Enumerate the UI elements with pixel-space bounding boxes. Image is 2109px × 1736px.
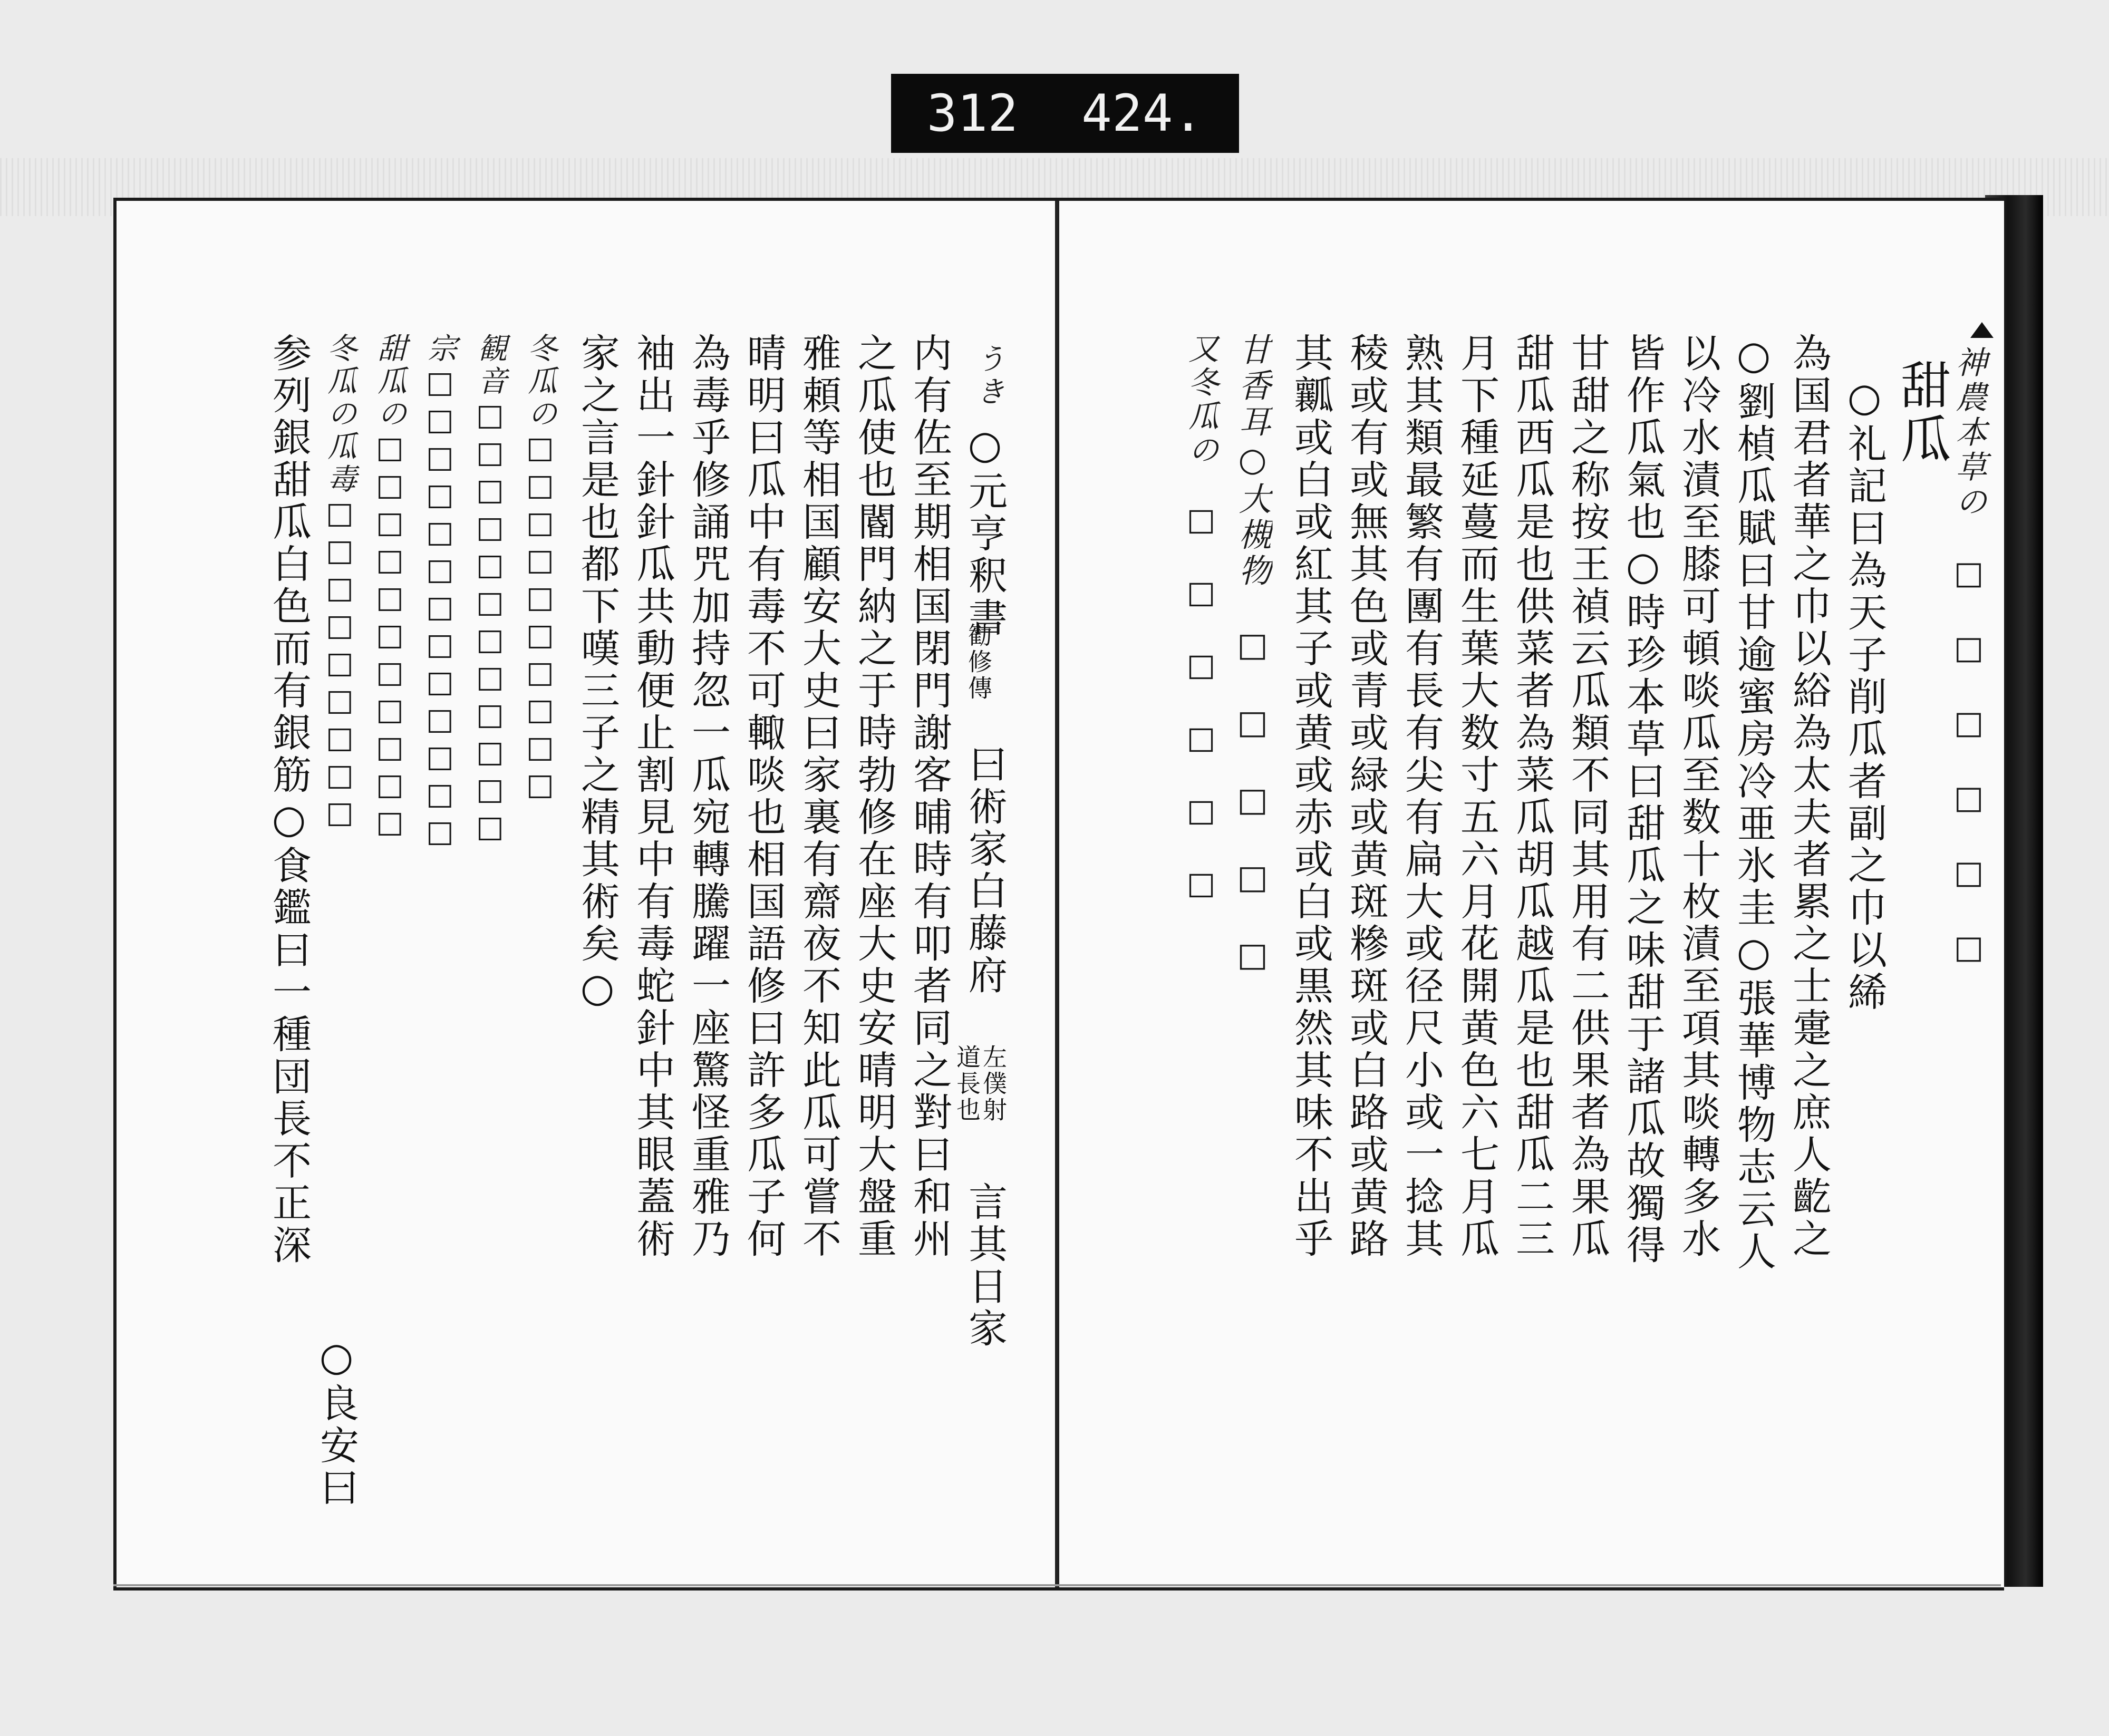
text-column: 晴明曰瓜中有毒不可輙啖也相国語修曰許多瓜子何 [741,333,786,1260]
text-column: 為国君者華之巾以綌為太夫者累之士疐之庶人齕之 [1786,333,1832,1260]
text-column: 家之言是也都下嘆三子之精其術矣○ [575,333,620,1014]
script-column: 冬瓜の□□□□□□□□□□ [523,333,557,805]
script-column: 冬瓜の瓜毒□□□□□□□□□ [323,333,357,833]
text-column: 又冬瓜の □ □ □ □ □ □ [1183,333,1219,904]
text-column: 雅頼等相国顧安大史曰家裏有齋夜不知此瓜可嘗不 [796,333,841,1260]
interlinear-note: 道長也 [953,1044,981,1123]
text-column: 以冷水漬至膝可頓啖瓜至数十枚漬至項其啖轉多水 [1676,333,1721,1260]
text-column: 甜瓜西瓜是也供菜者為菜瓜胡瓜越瓜是也甜瓜二三 [1510,333,1555,1260]
text-column: ○劉楨瓜賦曰甘逾蜜房冷亜氷圭○張華博物志云人 [1731,333,1776,1273]
text-column: 神農本草の □ □ □ □ □ □ [1950,346,1987,969]
text-column: ○礼記曰為天子削瓜者副之巾以絺 [1842,333,1887,1014]
interlinear-note: 左僕射 [979,1044,1008,1123]
text-column: 其瓤或白或紅其子或黄或赤或白或黒然其味不出乎 [1288,333,1333,1260]
text-column: 袖出一針針瓜共動便止割見中有毒蛇針中其眼蓋術 [630,333,675,1260]
text-column: 内有佐至期相国閉門謝客晡時有叩者同之對曰和州 [907,333,952,1260]
book-title-ref: ○元亨釈書 [962,422,1008,639]
text-column: 曰術家白藤府 [962,744,1008,997]
page-bottom-edge [113,1584,2001,1586]
text-column: 月下種延蔓而生葉大数寸五六月花開黄色六七月瓜 [1454,333,1499,1260]
text-column: 稜或有或無其色或青或緑或黄斑糝斑或白路或黄路 [1343,333,1389,1260]
interlinear-note: 勧修傳 [964,623,993,702]
script-column: 宗□□□□□□□□□□□□□ [423,333,457,852]
text-column: 熟其類最繁有團有長有尖有扁大或径尺小或一捻其 [1399,333,1444,1260]
text-column: 甘甜之称按王禎云瓜類不同其用有二供果者為果瓜 [1565,333,1610,1260]
text-column: 甘香耳○大槻物 □ □ □ □ □ [1233,333,1272,977]
text-segment: ○良安曰 [314,1334,359,1509]
right-page [1059,201,2004,1587]
section-heading: 甜瓜 [1892,359,1951,467]
open-book [113,198,2004,1590]
text-column: 皆作瓜氣也○時珍本草曰甜瓜之味甜于諸瓜故獨得 [1620,333,1666,1267]
frame-number-label [891,74,1239,153]
script-column: うき [971,343,1005,409]
text-column: 言其日家 [962,1181,1008,1350]
frame-number-left: 312 [926,84,1019,143]
script-column: 甜瓜の□□□□□□□□□□□ [373,333,407,842]
script-column: 観音□□□□□□□□□□□□ [473,333,507,847]
left-page [117,201,1055,1587]
frame-number-right: 424. [1081,84,1204,143]
text-column: 参列銀甜瓜白色而有銀筋○食鑑曰一種団長不正深 [266,333,312,1267]
book-gutter [1055,201,1059,1587]
text-column: 之瓜使也閽門納之于時勃修在座大史安晴明大盤重 [852,333,897,1260]
heading-triangle-mark [1970,322,1994,338]
text-column: 為毒乎修誦咒加持忽一瓜宛轉騰躍一座驚怪重雅乃 [685,333,731,1260]
